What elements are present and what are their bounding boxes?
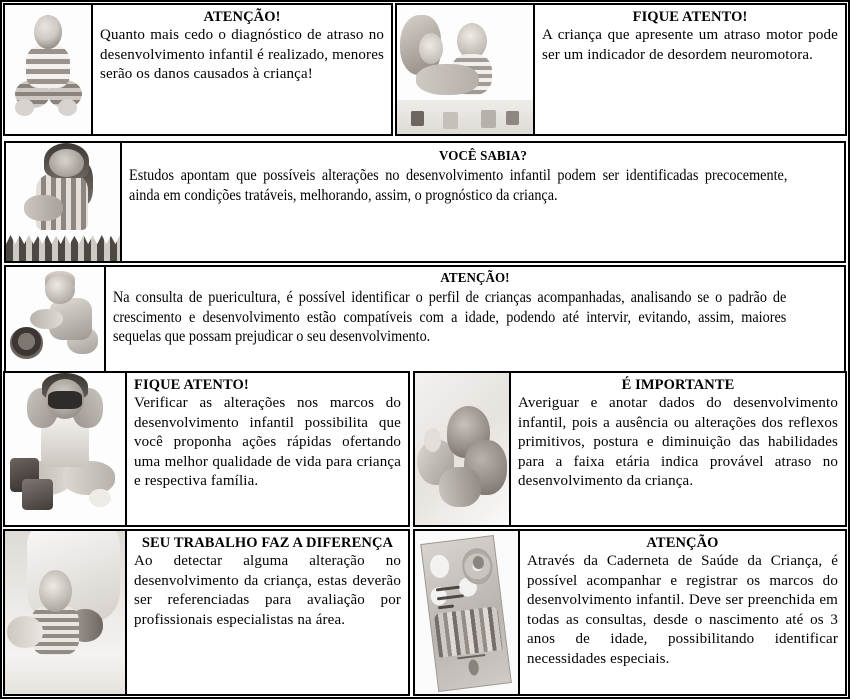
- panel-seu-trabalho-faz-a-diferenca: [3, 529, 410, 696]
- panel-body: A criança que apresente um atraso motor pode ser um indicador de desordem neuromotora.: [542, 27, 838, 63]
- photo-girl-stacking-blocks: [6, 143, 122, 261]
- panel-text: [93, 5, 391, 134]
- panel-fique-atento-marcos: [3, 371, 410, 527]
- panel-heading: ATENÇÃO!: [440, 271, 510, 286]
- panel-body: Estudos apontam que possíveis alterações no desenvolvimento infantil podem ser identificadas precocemente, ainda em condições tratáveis, melhorando, assim, o prognóstico da criança.: [129, 166, 788, 204]
- photo-mother-and-baby-playing-blocks: [397, 5, 535, 134]
- panel-row-1: [2, 2, 848, 139]
- panel-row-3: [2, 264, 848, 370]
- panel-heading: É IMPORTANTE: [621, 377, 735, 393]
- panel-atencao-caderneta: [413, 529, 847, 696]
- panel-row-4: [2, 370, 848, 528]
- panel-fique-atento-motor: [395, 3, 847, 136]
- photo-baby-examined-by-health-professional: [5, 531, 127, 694]
- panel-e-importante: [413, 371, 847, 527]
- panel-voce-sabia: [4, 141, 846, 263]
- panel-text: [127, 531, 408, 694]
- panel-text: [127, 373, 408, 525]
- panel-atencao-diagnostico: [3, 3, 393, 136]
- panel-row-5: [2, 528, 848, 697]
- panel-body: Na consulta de puericultura, é possível identificar o perfil de crianças acompanhadas, analisando se o padrão de crescimento e desenvolvimento estão compatíveis com a idade, podendo até intervir, evitando, assim, maiores sequelas que possam prejudicar o seu desenvolvimento.: [113, 288, 787, 346]
- panel-heading: SEU TRABALHO FAZ A DIFERENÇA: [141, 535, 394, 551]
- panel-body: Através da Caderneta de Saúde da Criança, é possível acompanhar e registrar os marcos do desenvolvimento infantil. Deve ser preenchida em todas as consultas, desde o nascimento até os 3 anos de idade, possibilitando identificar necessidades especiais.: [527, 553, 838, 667]
- panel-body: Ao detectar alguma alteração no desenvolvimento da criança, estas deverão ser referenciadas para avaliação por profissionais especialistas na área.: [134, 553, 401, 628]
- panel-heading: FIQUE ATENTO!: [632, 9, 748, 25]
- photo-crawling-baby-with-toy: [6, 267, 106, 371]
- panel-text: [520, 531, 845, 694]
- panel-atencao-puericultura: [4, 265, 846, 371]
- panel-text: [511, 373, 845, 525]
- panel-text: [122, 143, 844, 261]
- photo-caderneta-de-saude-da-crianca-booklet: [415, 531, 520, 694]
- photo-child-with-binoculars-and-toy-cars: [5, 373, 127, 525]
- panel-body: Verificar as alterações nos marcos do desenvolvimento infantil possibilita que você proponha ações rápidas ofertando uma melhor qualidade de vida para criança e respectiva família.: [134, 395, 401, 490]
- caderneta-cover: [421, 535, 513, 692]
- panel-text: [106, 267, 844, 371]
- photo-seated-baby-striped-shirt: [5, 5, 93, 134]
- panel-text: [535, 5, 845, 134]
- panel-body: Quanto mais cedo o diagnóstico de atraso no desenvolvimento infantil é realizado, menores serão os danos causados à criança!: [100, 27, 384, 83]
- photo-newborn-held-in-hands: [415, 373, 511, 525]
- panel-heading: ATENÇÃO!: [203, 9, 281, 25]
- panel-heading: ATENÇÃO: [646, 535, 719, 551]
- panel-body: Averiguar e anotar dados do desenvolvimento infantil, pois a ausência ou alterações dos reflexos primitivos, postura e diminuição das habilidades para a faixa etária indica provável atraso no desenvolvimento da criança.: [518, 395, 838, 490]
- panel-row-2: [2, 139, 848, 264]
- panel-heading: FIQUE ATENTO!: [134, 377, 249, 393]
- panel-heading: VOCÊ SABIA?: [439, 149, 527, 164]
